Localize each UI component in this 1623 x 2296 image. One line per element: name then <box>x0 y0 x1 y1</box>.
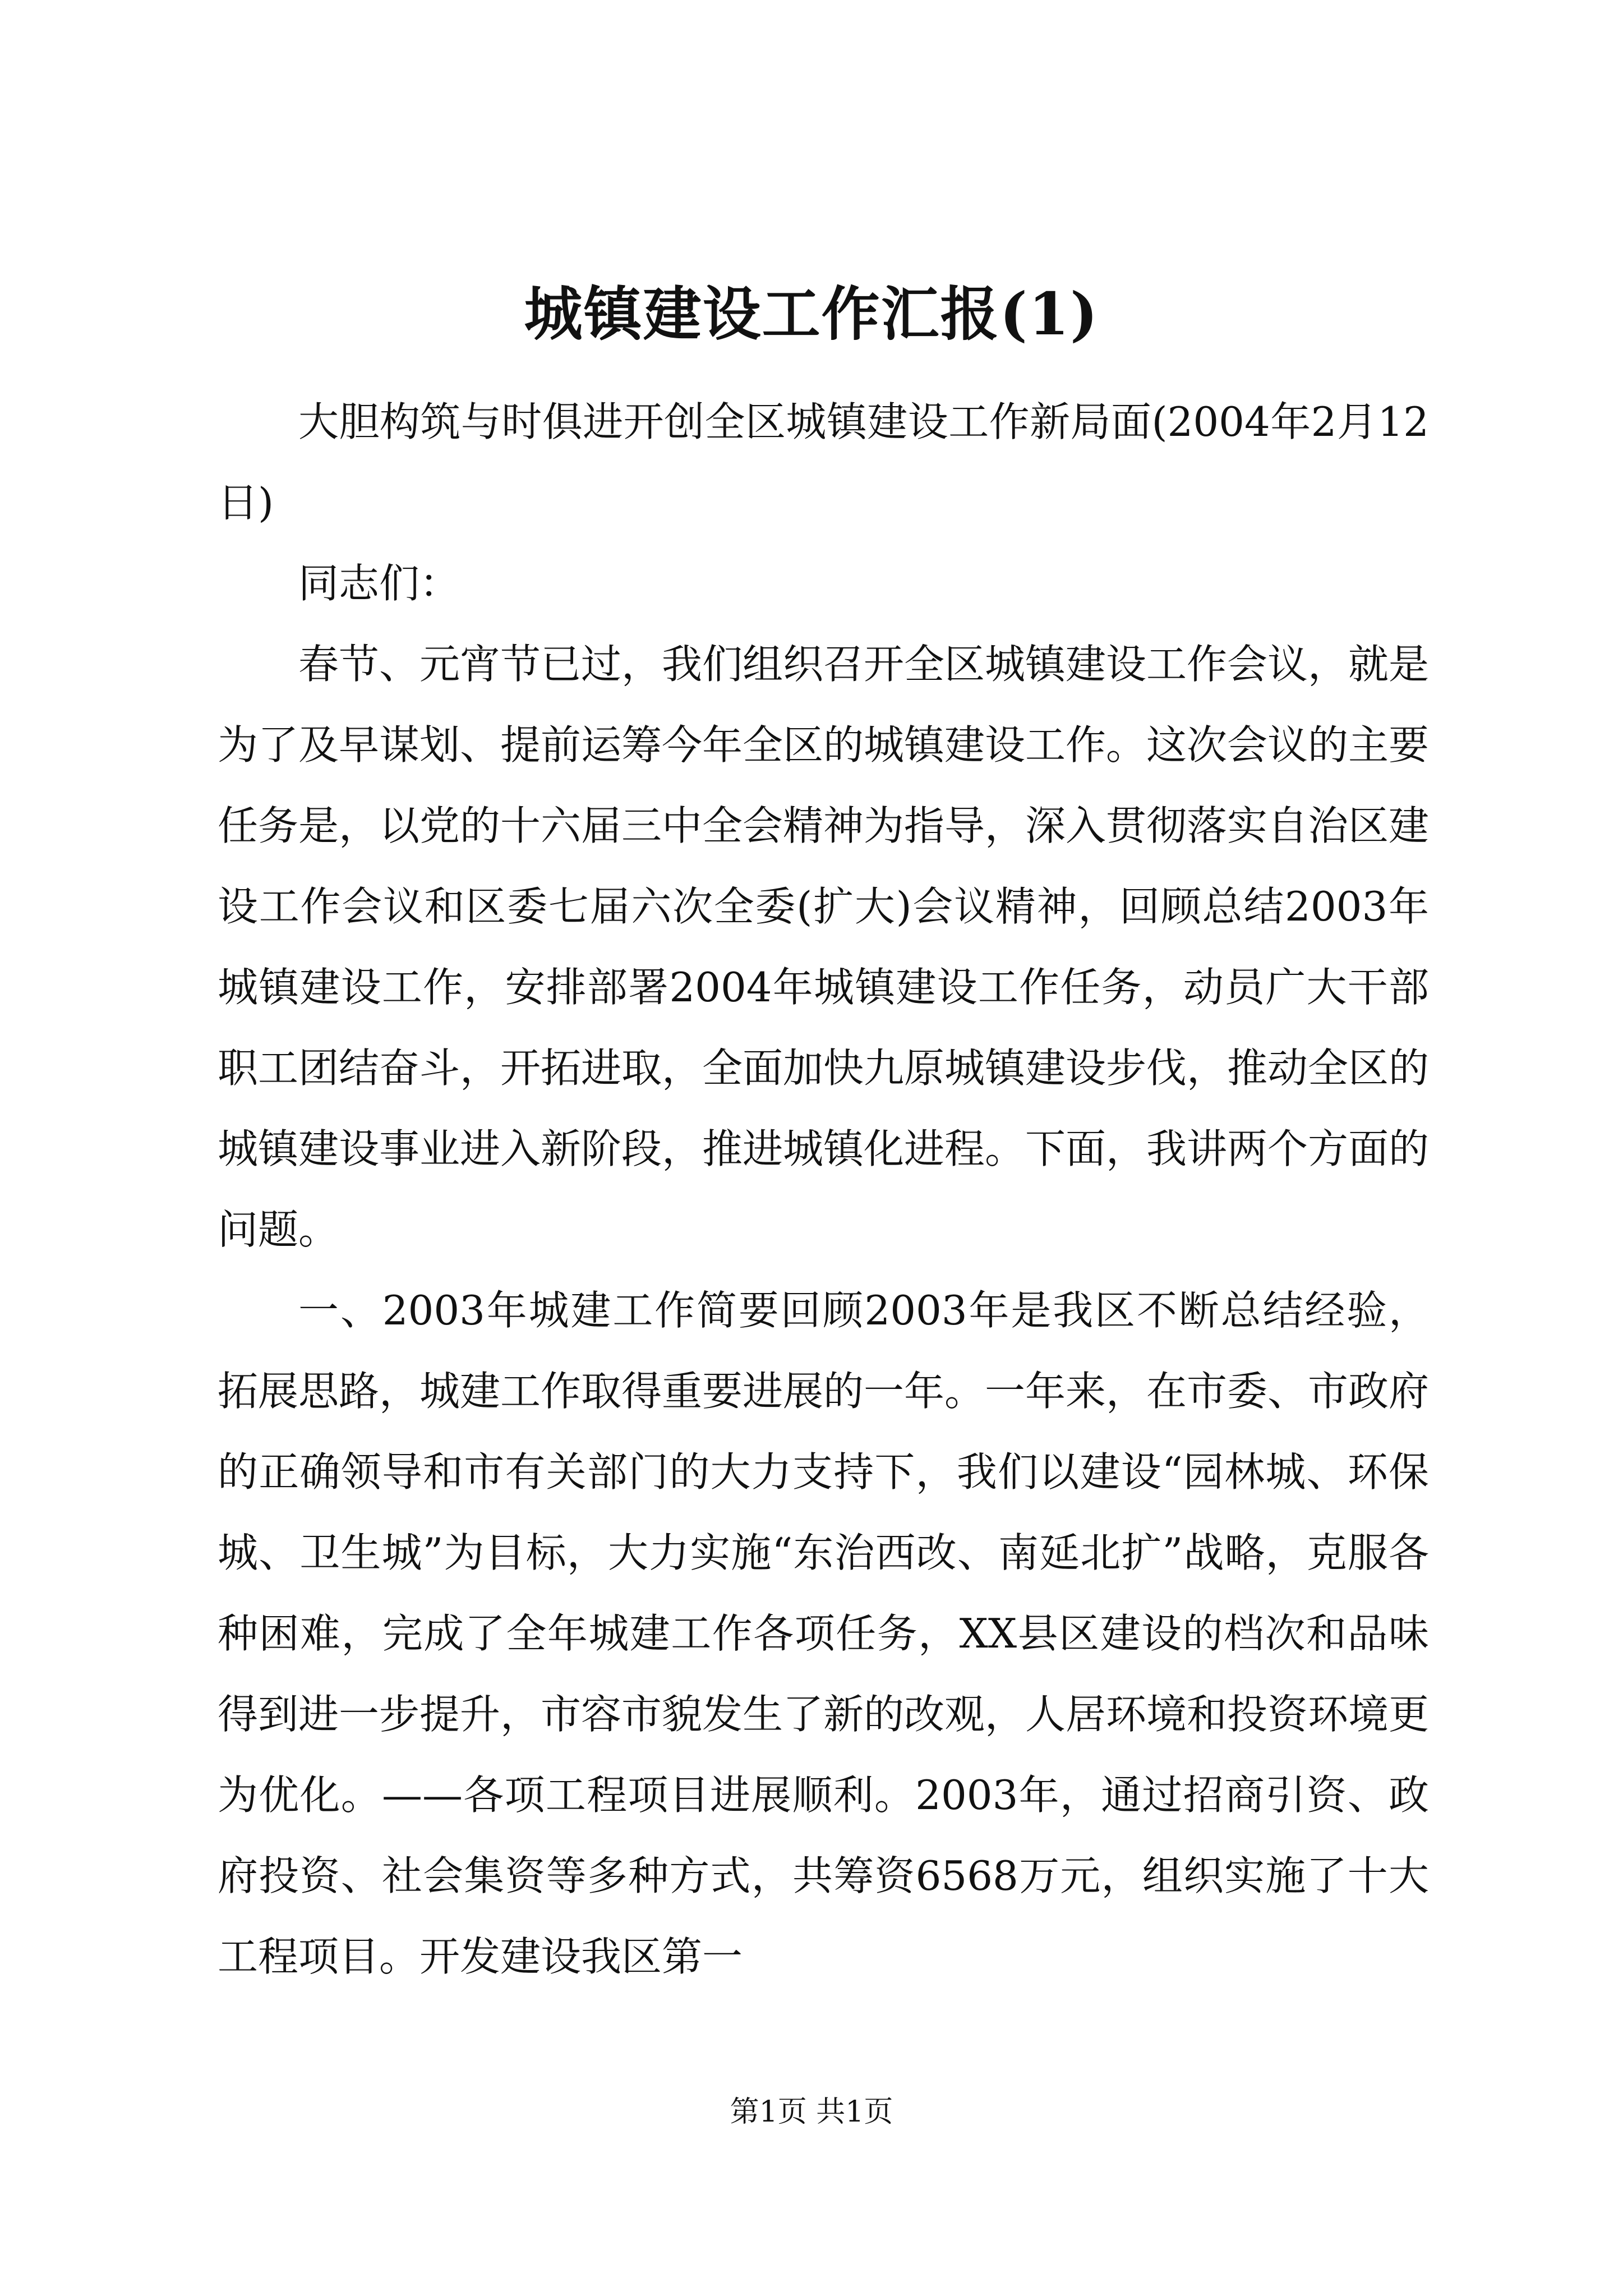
page-footer: 第1页 共1页 <box>730 2095 893 2129</box>
salutation-paragraph: 同志们： <box>298 560 460 607</box>
document-title: 城镇建设工作汇报(1) <box>524 279 1099 348</box>
subtitle-paragraph: 大胆构筑与时俱进开创全区城镇建设工作新局面(2004年2月12日) <box>218 398 1429 526</box>
body-paragraph: 春节、元宵节已过，我们组织召开全区城镇建设工作会议，就是为了及早谋划、提前运筹今年全区的城镇建设工作。这次会议的主要任务是，以党的十六届三中全会精神为指导，深入贯彻落实自治区建设工作会议和区委七届六次全委(扩大)会议精神，回顾总结2003年城镇建设工作，安排部署2004年城镇建设工作任务，动员广大干部职工团结奋斗，开拓进取，全面加快九原城镇建设步伐，推动全区的城镇建设事业进入新阶段，推进城镇化进程。下面，我讲两个方面的问题。 <box>218 641 1430 1253</box>
document-body <box>218 381 1429 1997</box>
body-paragraph: 一、2003年城建工作简要回顾2003年是我区不断总结经验，拓展思路，城建工作取得重要进展的一年。一年来，在市委、市政府的正确领导和市有关部门的大力支持下，我们以建设“园林城、环保城、卫生城”为目标，大力实施“东治西改、南延北扩”战略，克服各种困难，完成了全年城建工作各项任务，XX县区建设的档次和品味得到进一步提升，市容市貌发生了新的改观，人居环境和投资环境更为优化。——各项工程项目进展顺利。2003年，通过招商引资、政府投资、社会集资等多种方式，共筹资6568万元，组织实施了十大工程项目。开发建设我区第一 <box>218 1287 1430 1980</box>
